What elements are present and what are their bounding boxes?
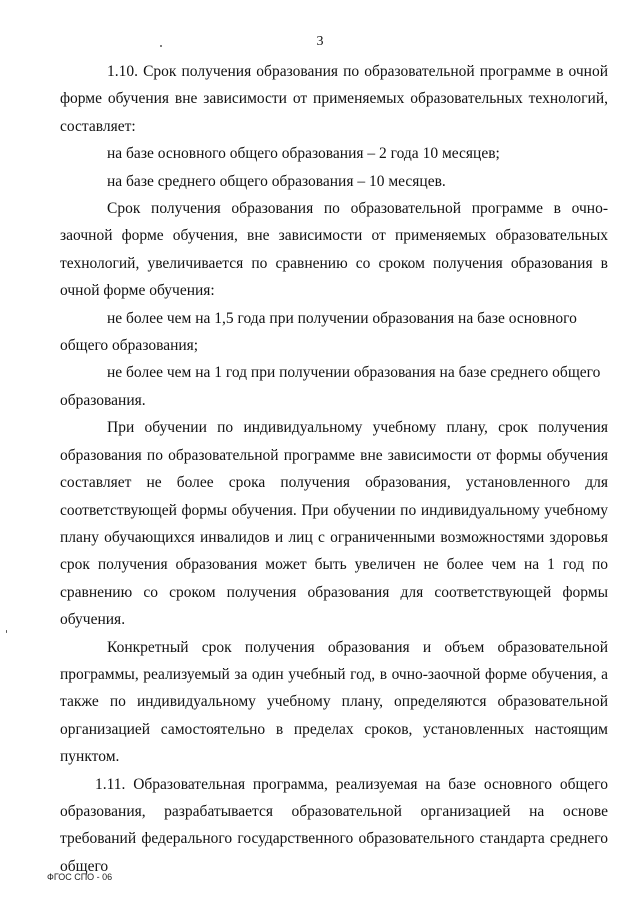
paragraph-1-10: 1.10. Срок получения образования по образовательной программе в очной форме обучения вне зависимости от применяемых образовательных технологий, составляет:	[60, 63, 608, 135]
document-footer: ФГОС СПО - 06	[47, 872, 113, 882]
paragraph-specific-term: Конкретный срок получения образования и объем образовательной программы, реализуемый за один учебный год, в очно-заочной форме обучения, а также по индивидуальному учебному плану, определяются образовательной организацией самостоятельно в пределах сроков, установленных настоящим пунктом.	[60, 638, 608, 766]
list-item-1-year: не более чем на 1 год при получении образования на базе среднего общего образования.	[60, 364, 601, 409]
paragraph-individual-plan: При обучении по индивидуальному учебному плану, срок получения образования по образовательной программе вне зависимости от формы обучения составляет не более срока получения образования, установленного для соответствующей формы обучения. При обучении по индивидуальному учебному плану обучающихся инвалидов и лиц с ограниченными возможностями здоровья срок получения образования может быть увеличен не более чем на 1 год по сравнению со сроком получения образования для соответствующей формы обучения.	[60, 419, 608, 629]
page-number: 3	[316, 34, 324, 49]
paragraph-1-11: 1.11. Образовательная программа, реализуемая на базе основного общего образования, разрабатывается образовательной организацией на основе требований федерального государственного образовательного стандарта среднего общего	[60, 775, 608, 875]
list-item-basic-general: на базе основного общего образования – 2 года 10 месяцев;	[107, 145, 500, 163]
scan-speck	[160, 45, 162, 47]
document-body	[60, 58, 608, 880]
list-item-1-5-years: не более чем на 1,5 года при получении образования на базе основного общего образования;	[60, 309, 577, 355]
scan-speck	[6, 630, 7, 633]
paragraph-part-time: Срок получения образования по образовательной программе в очно-заочной форме обучения, вне зависимости от применяемых образовательных технологий, увеличивается по сравнению со сроком получения образования в очной форме обучения:	[60, 200, 608, 300]
list-item-secondary-general: на базе среднего общего образования – 10 месяцев.	[107, 172, 446, 190]
